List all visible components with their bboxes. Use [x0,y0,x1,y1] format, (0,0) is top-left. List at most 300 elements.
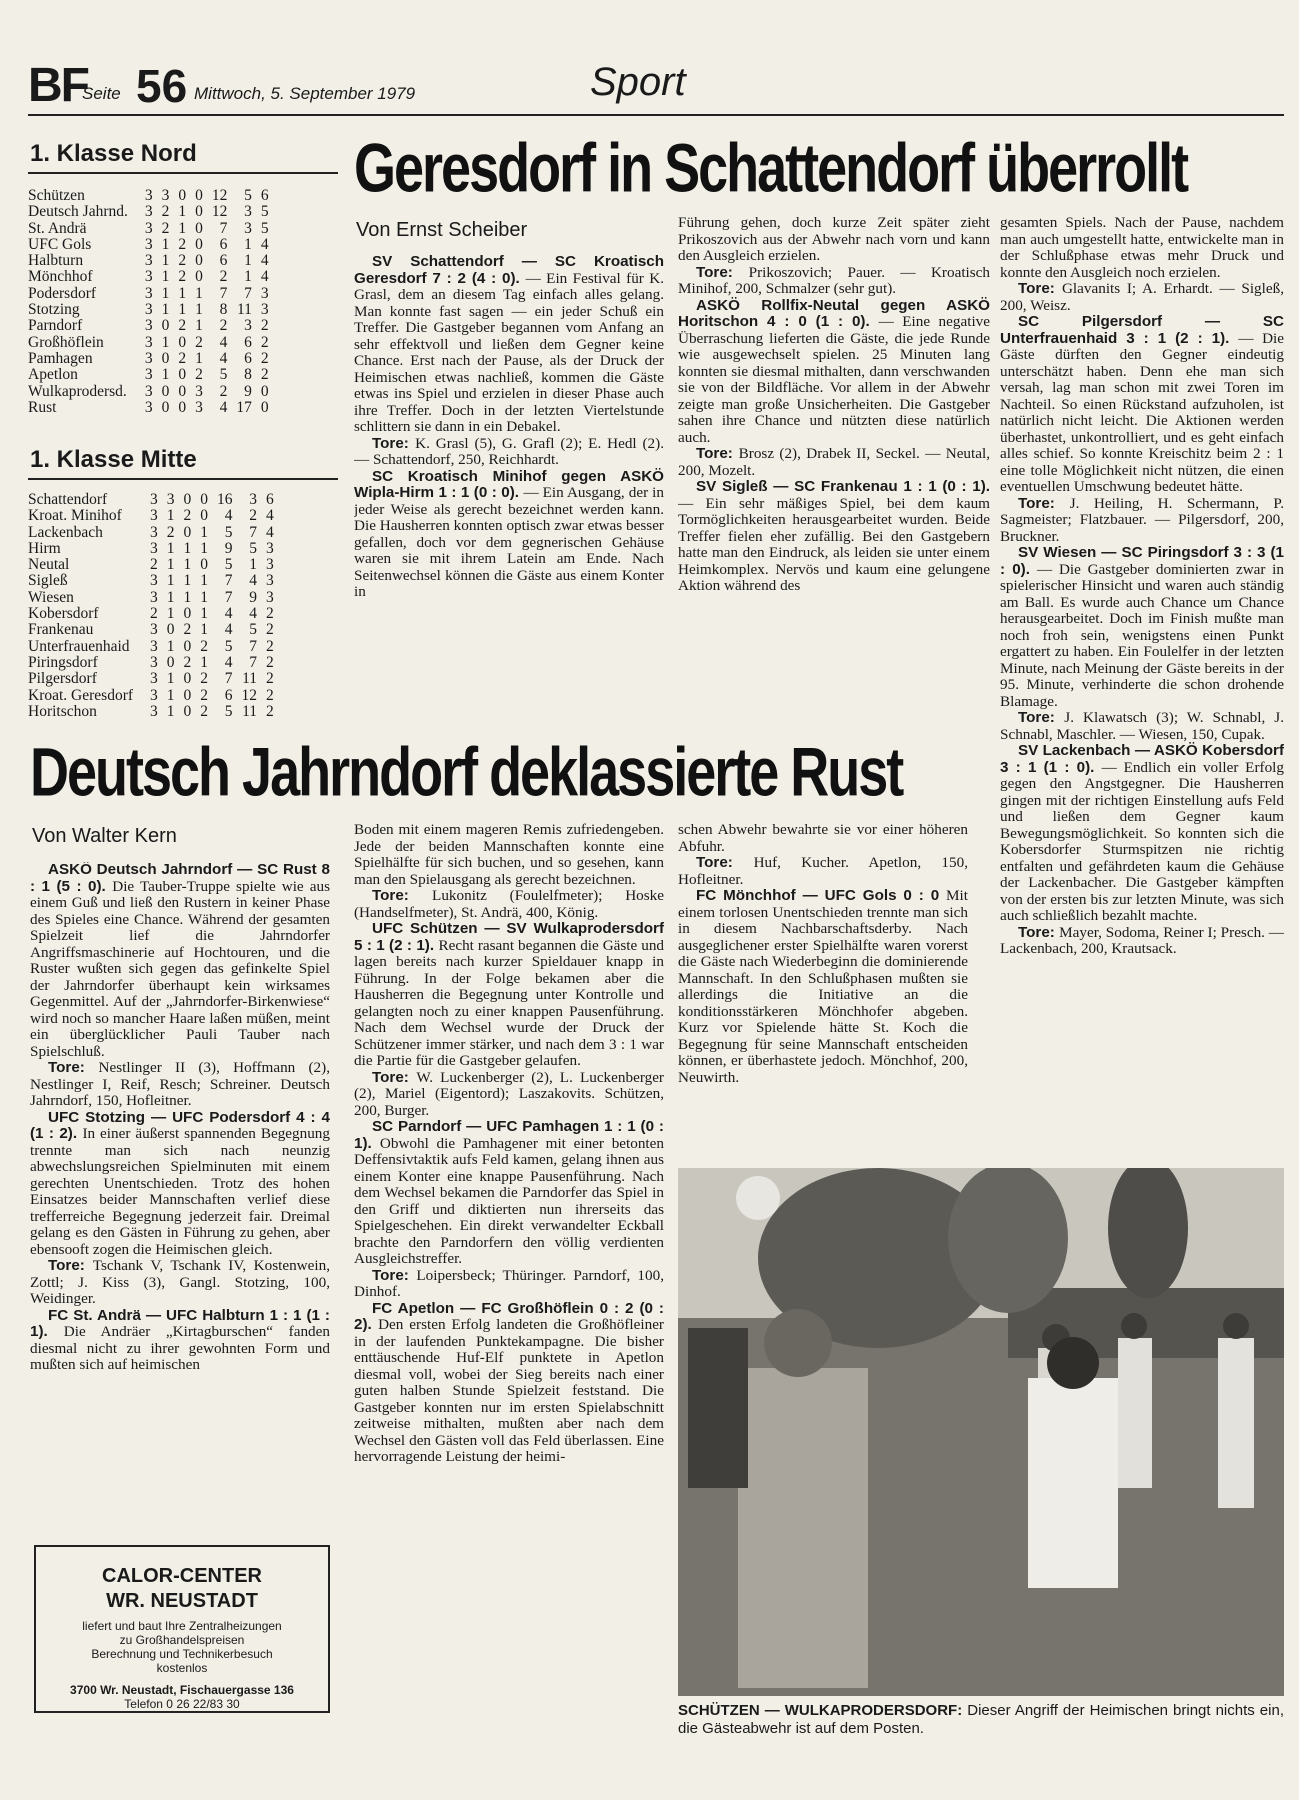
stat-cell: 2 [260,317,269,335]
stat-cell: 1 [195,284,203,302]
stat-cell: 1 [161,284,170,302]
article-paragraph [678,479,990,595]
stat-cell: 1 [200,588,209,606]
stat-cell: 2 [266,605,274,623]
stat-cell: 2 [260,349,269,367]
ad-text: Berechnung und Technikerbesuch [91,1647,273,1661]
article-paragraph [354,888,664,921]
section-title: Sport [590,60,686,104]
stat-cell: 4 [260,235,269,253]
stat-cell: 3 [144,366,153,384]
table-row [28,286,269,302]
stat-cell: 0 [260,398,269,416]
stat-cell: 1 [200,653,209,671]
stat-cell: 16 [217,491,233,508]
stat-cell: 3 [144,317,153,335]
paragraph-text: Den ersten Erfolg landeten die Großhöfleiner in der laufenden Punktekampagne. Die bisher enttäuschende Huf-Elf punktete in Apetlon diesmal voll, wobei der Sieg bereits nach einer guten halben Stunde Spielzeit feststand. Die Gastgeber konnten nur im ersten Spielabschnitt zeitweise mithalten, mußten aber nach dem Wechsel den Gästen voll das Feld überlassen. Eine hervorragende Leistung der heimi- [354,1316,664,1465]
article-paragraph [1000,545,1284,710]
stat-cell: 6 [224,686,233,704]
stat-cell: 0 [178,366,187,384]
paragraph-lead: SV Sigleß — SC Frankenau 1 : 1 (0 : 1). [696,478,990,495]
stat-cell: 1 [166,507,175,525]
ad-text: zu Großhandelspreisen [119,1633,245,1647]
article-paragraph [30,1060,330,1110]
stat-cell: 3 [260,301,269,319]
stat-cell: 3 [144,382,153,400]
stat-cell: 5 [244,187,252,204]
match-photo [678,1168,1284,1696]
stat-cell: 3 [150,653,158,671]
team-name: Apetlon [28,366,78,384]
stat-cell: 4 [224,507,233,525]
stat-cell: 6 [266,491,274,508]
team-name: Piringsdorf [28,653,98,671]
team-name: Deutsch Jahrnd. [28,203,128,221]
team-name: Podersdorf [28,284,97,302]
paragraph-text: Die Andräer „Kirtagburschen“ fanden diesmal nicht zu ihrer gewohnten Form und mußten sich auf heimischen [30,1323,330,1373]
stat-cell: 2 [200,702,209,720]
stat-cell: 1 [183,556,192,574]
stat-cell: 0 [195,187,203,204]
stat-cell: 1 [200,539,209,557]
article-paragraph [1000,925,1284,958]
table-row [28,221,269,237]
stat-cell: 8 [219,301,228,319]
stat-cell: 0 [161,349,170,367]
paragraph-lead: ASKÖ Deutsch Jahrndorf — SC Rust 8 : 1 (5 : 0). [30,862,330,895]
stat-cell: 4 [249,572,258,590]
stat-cell: 0 [200,507,209,525]
paragraph-text: In einer äußerst spannenden Begegnung trennte man sich nach neunzig abwechslungsreichen Spielminuten mit einem gerechten Unentschieden. Trotz des hohen Einsatzes beider Mannschaften verlief diese trefferreiche Begegnung jederzeit fair. Dreimal gelang es den Gästen in Führung zu gehen, aber ebensooft zogen die Heimischen gleich. [30,1125,330,1258]
stat-cell: 4 [224,621,233,639]
stat-cell: 0 [166,653,175,671]
stat-cell: 6 [244,333,252,351]
stat-cell: 3 [244,317,252,335]
stat-cell: 0 [183,491,192,508]
stat-cell: 2 [178,252,187,270]
stat-cell: 4 [219,398,228,416]
stat-cell: 3 [150,702,158,720]
stat-cell: 0 [178,187,187,204]
article-paragraph [678,822,968,855]
stat-cell: 1 [161,252,170,270]
stat-cell: 5 [260,219,269,237]
paragraph-text: Loipersbeck; Thüringer. Parndorf, 100, Dinhof. [354,1266,664,1300]
paragraph-lead: FC St. Andrä — UFC Halbturn 1 : 1 (1 : 1). [30,1306,330,1340]
newspaper-logo: BF [28,59,88,112]
article2-byline: Von Walter Kern [32,825,177,847]
stat-cell: 2 [178,317,187,335]
photo-caption-text: Dieser Angriff der Heimischen bringt nichts ein, die Gästeabwehr ist auf dem Posten. [678,1702,1284,1737]
article1-byline: Von Ernst Scheiber [356,219,528,241]
paragraph-lead: Tore: [696,854,754,871]
stat-cell: 2 [219,382,228,400]
paragraph-text: — Die Gastgeber dominierten zwar in spielerischer Hinsicht und waren auch ständig am Ball. Es wurde auch Chance um Chance herausgearbeitet. Doch im Finish mußte man noch froh sein, wenigstens einen Punkt ergattert zu haben. Ein Foulelfer in der letzten Minute, nach Meinung der Gäste bereits in der 95. Minute, verhinderte die schon drohende Blamage. [1000,560,1284,710]
paragraph-lead: Tore: [372,434,416,452]
stat-cell: 1 [178,301,187,319]
stat-cell: 1 [178,219,187,237]
table-row [28,590,274,606]
stat-cell: 2 [178,235,187,253]
stat-cell: 2 [266,670,274,688]
stat-cell: 2 [266,653,274,671]
stat-cell: 3 [144,219,153,237]
team-name: Stotzing [28,301,80,319]
stat-cell: 3 [266,556,274,574]
stat-cell: 3 [195,382,203,400]
paragraph-lead: SV Schattendorf — SC Kroatisch Geresdorf 7 : 2 (4 : 0). [354,254,664,287]
stat-cell: 1 [166,605,175,623]
team-name: Rust [28,398,57,416]
paragraph-lead: Tore: [1018,923,1060,941]
stat-cell: 3 [150,572,158,590]
page-number: 56 [136,60,188,112]
team-name: UFC Gols [28,235,92,253]
stat-cell: 0 [183,686,192,704]
ad-text: kostenlos [156,1661,208,1675]
stat-cell: 1 [166,588,175,606]
paragraph-lead: Tore: [48,1257,93,1274]
stat-cell: 1 [166,556,175,574]
team-name: Neutal [28,556,70,574]
article-paragraph [30,1258,330,1308]
stat-cell: 1 [195,317,203,335]
table-row [28,367,269,383]
article-paragraph [354,1119,664,1268]
team-name: Parndorf [28,317,83,335]
team-name: Sigleß [28,572,68,590]
stat-cell: 1 [161,301,170,319]
stat-cell: 0 [178,398,187,416]
ad-subtitle: WR. NEUSTADT [106,1590,258,1612]
stat-cell: 11 [242,702,258,720]
stat-cell: 0 [178,382,187,400]
article1-column-1 [354,254,664,718]
stat-cell: 1 [166,539,175,557]
paragraph-text: Glavanits I; A. Erhardt. — Sigleß, 200, Weisz. [1000,280,1284,314]
stat-cell: 0 [183,605,192,623]
article-paragraph [30,862,330,1060]
paragraph-lead: SC Parndorf — UFC Pamhagen 1 : 1 (0 : 1). [354,1118,664,1152]
paragraph-text: — Endlich ein voller Erfolg gegen den Angstgegner. Die Hausherren gingen mit der richtigen Einstellung aufs Feld und ließen dem Gegner kaum Bewegungsmöglichkeit. So konnten sich die Kobersdorfer Sturmspitzen nie richtig entfalten und gefährdeten kaum die Gehäuse der Lackenbacher. Die Gastgeber kämpften von der ersten bis zur letzten Minute, was sich auch schließlich bezahlt machte. [1000,758,1284,924]
paragraph-text: J. Heiling, H. Schermann, P. Sagmeister; Flatzbauer. — Pilgersdorf, 200, Bruckner. [1000,494,1284,545]
stat-cell: 6 [219,252,228,270]
paragraph-lead: FC Mönchhof — UFC Gols 0 : 0 [696,887,947,904]
article-paragraph [678,888,968,1086]
stat-cell: 3 [150,686,158,704]
stat-cell: 0 [200,491,209,508]
table-row [28,269,269,285]
stat-cell: 1 [244,252,252,270]
paragraph-lead: Tore: [372,1266,417,1284]
article-paragraph [1000,710,1284,743]
team-name: Lackenbach [28,523,103,541]
paragraph-text: Nestlinger II (3), Hoffmann (2), Nestlinger I, Reif, Resch; Schreiner. Deutsch Jahrndorf, 150, Hofleitner. [30,1059,330,1109]
stat-cell: 3 [150,507,158,525]
team-name: Mönchhof [28,268,93,286]
table-row [28,237,269,253]
stat-cell: 3 [244,203,252,221]
stat-cell: 1 [183,588,192,606]
stat-cell: 7 [249,653,258,671]
table-row [28,253,269,269]
stat-cell: 1 [161,268,170,286]
stat-cell: 3 [150,670,158,688]
paragraph-text: — Ein Ausgang, der in jeder Weise als gerecht bezeichnet werden kann. Die Hausherren konnten optisch zwar etwas besser gefallen, doch vor dem gegnerischen Gehäuse waren sie mit ihrem Latein am Ende. Nach Seitenwechsel können die Gäste aus einem Konter in [354,484,664,600]
stat-cell: 2 [200,670,209,688]
team-name: Hirm [28,539,61,557]
stat-cell: 3 [150,539,158,557]
paragraph-text: W. Luckenberger (2), L. Luckenberger (2), Mariel (Eigentord); Laszakovits. Schützen, 200, Burger. [354,1068,664,1119]
team-name: Unterfrauenhaid [28,637,130,655]
stat-cell: 3 [144,203,153,221]
stat-cell: 9 [244,382,252,400]
stat-cell: 3 [266,588,274,606]
paragraph-lead: UFC Stotzing — UFC Podersdorf 4 : 4 (1 : 2). [30,1108,330,1142]
divider [28,172,338,174]
stat-cell: 1 [161,333,170,351]
stat-cell: 3 [150,621,158,639]
stat-cell: 0 [166,621,175,639]
paragraph-text: Lukonitz (Foulelfmeter); Hoske (Handselfmeter), St. Andrä, 400, König. [354,887,664,921]
stat-cell: 1 [200,605,209,623]
table-row [28,541,274,557]
stat-cell: 0 [195,219,203,237]
stat-cell: 3 [161,187,170,204]
stat-cell: 2 [260,366,269,384]
stat-cell: 7 [249,637,258,655]
stat-cell: 9 [249,588,258,606]
stat-cell: 3 [166,491,175,508]
table-row [28,557,274,573]
article-paragraph [678,446,990,479]
masthead [28,58,1284,116]
article-paragraph [30,1110,330,1259]
stat-cell: 3 [144,333,153,351]
team-name: Pamhagen [28,349,93,367]
stat-cell: 2 [178,349,187,367]
stat-cell: 12 [211,187,228,204]
team-name: St. Andrä [28,219,87,237]
paragraph-lead: Tore: [372,887,433,904]
stat-cell: 1 [183,539,192,557]
article-paragraph [1000,314,1284,496]
team-name: Schützen [28,187,85,204]
article-paragraph [354,469,664,601]
stat-cell: 1 [183,572,192,590]
paragraph-text: Obwohl die Pamhagener mit einer betonten Deffensivtaktik aufs Feld kamen, gelang ihnen aus einem Konter eine knappe Pausenführung. Nach dem Wechsel bekamen die Parndorfer das Spiel in den Griff und diktierten nun ihrerseits das Spielgeschehen. Ein direkt verwandelter Eckball brachte den Parndorfern den völlig verdienten Ausgleichstreffer. [354,1134,664,1267]
stat-cell: 7 [219,284,228,302]
stat-cell: 0 [195,268,203,286]
stat-cell: 2 [161,203,170,221]
stat-cell: 3 [249,491,258,508]
stat-cell: 2 [195,333,203,351]
article2-column-2 [354,822,664,1782]
table-row [28,655,274,671]
stat-cell: 1 [178,203,187,221]
stat-cell: 5 [219,366,228,384]
stat-cell: 6 [219,235,228,253]
paragraph-text: — Ein sehr mäßiges Spiel, bei dem kaum Tormöglichkeiten herausgearbeitet wurden. Beide Treffer fielen eher zufällig. Bei den Gastgebern hatte man den Eindruck, als leiden sie unter einem Heimkomplex. Nervös und kaum eine gelungene Aktion während des [678,494,990,594]
stat-cell: 1 [200,621,209,639]
stat-cell: 7 [224,670,233,688]
paragraph-text: K. Grasl (5), G. Grafl (2); E. Hedl (2). — Schattendorf, 250, Reichhardt. [354,434,664,468]
team-name: Pilgersdorf [28,670,97,688]
article2-headline: Deutsch Jahrndorf deklassierte Rust [30,734,903,811]
stat-cell: 4 [266,523,274,541]
stat-cell: 4 [224,605,233,623]
team-name: Frankenau [28,621,94,639]
paragraph-lead: Tore: [1018,709,1065,726]
stat-cell: 1 [249,556,258,574]
stat-cell: 3 [195,398,203,416]
table-row [28,639,274,655]
table-row [28,492,274,508]
team-name: Großhöflein [28,333,104,351]
team-name: Wulkaprodersd. [28,382,127,400]
table-row [28,335,269,351]
article-paragraph [678,855,968,888]
stat-cell: 2 [266,686,274,704]
stat-cell: 4 [249,605,258,623]
stat-cell: 4 [260,268,269,286]
stat-cell: 3 [150,491,158,508]
stat-cell: 3 [144,235,153,253]
article-paragraph [354,1268,664,1301]
stat-cell: 0 [161,382,170,400]
table-mitte-title: 1. Klasse Mitte [30,446,197,473]
match-photo-illustration [678,1168,1284,1696]
paragraph-text: Führung gehen, doch kurze Zeit später zieht Prikoszovich aus der Abwehr nach vorn und kann den Ausgleich erzielen. [678,215,990,264]
article-paragraph [354,254,664,436]
article2-column-3 [678,822,968,1158]
stat-cell: 4 [219,349,228,367]
stat-cell: 1 [166,702,175,720]
stat-cell: 6 [260,187,269,204]
paragraph-lead: SV Wiesen — SC Piringsdorf 3 : 3 (1 : 0). [1000,544,1284,578]
stat-cell: 1 [161,235,170,253]
table-row [28,525,274,541]
team-name: Horitschon [28,702,97,720]
stat-cell: 3 [150,523,158,541]
paragraph-lead: ASKÖ Rollfix-Neutal gegen ASKÖ Horitschon 4 : 0 (1 : 0). [678,296,990,330]
team-name: Kroat. Geresdorf [28,686,134,704]
paragraph-lead: SV Lackenbach — ASKÖ Kobersdorf 3 : 1 (1 : 0). [1000,742,1284,776]
stat-cell: 5 [224,637,233,655]
stat-cell: 7 [244,284,252,302]
paragraph-text: — Die Gäste dürften den Gegner eindeutig unterschätzt haben. Denn ehe man sich versah, lag man schon mit zwei Toren im Nachteil. So einen Rückstand aufzuholen, ist natürlich nicht leicht. Die Aktionen werden überhastet, unkontrolliert, und es geht einfach alles schief. So konnte Kreischitz beim 2 : 1 eine tolle Möglichkeit nicht nützen, die einen eventuellen Umschwung bedeutet hätte. [1000,329,1284,495]
table-row [28,188,269,204]
stat-cell: 6 [244,349,252,367]
ad-address: 3700 Wr. Neustadt, Fischauergasse 136 [70,1683,294,1697]
table-row [28,622,274,638]
advertisement-box [34,1545,330,1713]
team-name: Wiesen [28,588,74,606]
stat-cell: 8 [244,366,252,384]
stat-cell: 1 [195,301,203,319]
stat-cell: 3 [144,349,153,367]
stat-cell: 2 [266,621,274,639]
stat-cell: 0 [161,398,170,416]
article-paragraph [1000,496,1284,546]
paragraph-lead: Tore: [696,445,739,462]
table-row [28,704,274,720]
stat-cell: 2 [200,637,209,655]
article-paragraph [1000,215,1284,281]
photo-caption-title: SCHÜTZEN — WULKAPRODERSDORF: [678,1702,963,1719]
article-paragraph [354,1070,664,1120]
paragraph-text: Prikoszovich; Pauer. — Kroatisch Minihof, 200, Schmalzer (sehr gut). [678,263,990,297]
stat-cell: 3 [144,187,153,204]
stat-cell: 2 [266,637,274,655]
stat-cell: 1 [161,366,170,384]
article1-headline: Geresdorf in Schattendorf überrollt [354,130,1188,207]
paragraph-lead: SC Pilgersdorf — SC Unterfrauenhaid 3 : 1 (2 : 1). [1000,313,1284,347]
standings-table-mitte [28,492,274,720]
stat-cell: 1 [200,523,209,541]
stat-cell: 0 [183,523,192,541]
ad-phone: Telefon 0 26 22/83 30 [124,1697,240,1711]
article-paragraph [678,265,990,298]
table-row [28,688,274,704]
paragraph-lead: Tore: [1018,494,1070,512]
paragraph-text: Mayer, Sodoma, Reiner I; Presch. — Lackenbach, 200, Krautsack. [1000,923,1284,957]
paragraph-text: schen Abwehr bewahrte sie vor einer höheren Abfuhr. [678,822,968,855]
stat-cell: 2 [150,556,158,574]
standings-table-nord [28,188,269,416]
article-paragraph [1000,281,1284,314]
stat-cell: 2 [183,507,192,525]
stat-cell: 2 [260,333,269,351]
stat-cell: 3 [144,268,153,286]
table-row [28,318,269,334]
paragraph-text: — Eine negative Überraschung lieferten die Gäste, die jede Runde wie ausgewechselt spielen. 25 Minuten lang konnten sie diesmal mithalten, dann verschwanden sie von der Bildfläche. Vor allem in der Abwehr zeigte man große Unsicherheiten. Die Gastgeber sahen ihre Chance und nützten diese natürlich auch. [678,313,990,446]
paragraph-lead: Tore: [1018,280,1062,297]
stat-cell: 5 [224,523,233,541]
stat-cell: 0 [200,556,209,574]
paragraph-text: Brosz (2), Drabek II, Seckel. — Neutal, 200, Mozelt. [678,445,990,479]
stat-cell: 3 [144,398,153,416]
paragraph-text: Boden mit einem mageren Remis zufriedengeben. Jede der beiden Mannschaften konnte eine Spielhälfte für sich buchen, und so gesehen, kann man den Spielausgang als gerecht bezeichnen. [354,822,664,888]
team-name: Kroat. Minihof [28,507,122,525]
stat-cell: 4 [219,333,228,351]
issue-date: Mittwoch, 5. September 1979 [194,84,416,103]
table-row [28,573,274,589]
stat-cell: 2 [161,219,170,237]
stat-cell: 2 [166,523,175,541]
stat-cell: 4 [266,507,274,525]
article-paragraph [354,921,664,1070]
table-row [28,302,269,318]
paragraph-text: gesamten Spiels. Nach der Pause, nachdem man auch umgestellt hatte, entwickelte man in der Schlußphase etwas mehr Druck und konnte den Ausgleich noch erzielen. [1000,215,1284,281]
paragraph-text: Die Tauber-Truppe spielte wie aus einem Guß und ließ den Rustern in keiner Phase des Spieles eine Chance. Während der gesamten Spielzeit lief die Jahrndorfer Angriffsmaschinerie auf Hochtouren, und die Ruster wußten sich gegen das gefinkelte Spiel der Jahrndorfer überhaupt kein wirksames Gegenmittel. Auf der „Jahrndorfer-Birkenwiese“ wird noch so mancher Haare laßen müßen, meint ein überglücklicher Pauli Tauber nach Spielschluß. [30,877,330,1060]
stat-cell: 0 [195,252,203,270]
paragraph-lead: SC Kroatisch Minihof gegen ASKÖ Wipla-Hirm 1 : 1 (0 : 0). [354,467,664,501]
stat-cell: 0 [260,382,269,400]
stat-cell: 0 [183,702,192,720]
article-paragraph [354,822,664,888]
table-row [28,384,269,400]
table-nord-title: 1. Klasse Nord [30,140,197,167]
stat-cell: 3 [144,252,153,270]
stat-cell: 2 [266,702,274,720]
article-paragraph [1000,743,1284,925]
stat-cell: 1 [200,572,209,590]
paragraph-text: Recht rasant begannen die Gäste und lagen bereits nach kurzer Spieldauer knapp in Führung. In der Folge bekamen aber die Hausherren die Begegnung unter Kontrolle und gelangten noch zu einer knappen Pausenführung. Nach dem Wechsel wurde der Druck der Schützener immer stärker, und nach dem 3 : 1 war die Partie für die Gastgeber gelaufen. [354,936,664,1069]
stat-cell: 2 [249,507,258,525]
paragraph-lead: Tore: [372,1068,417,1086]
stat-cell: 2 [178,268,187,286]
